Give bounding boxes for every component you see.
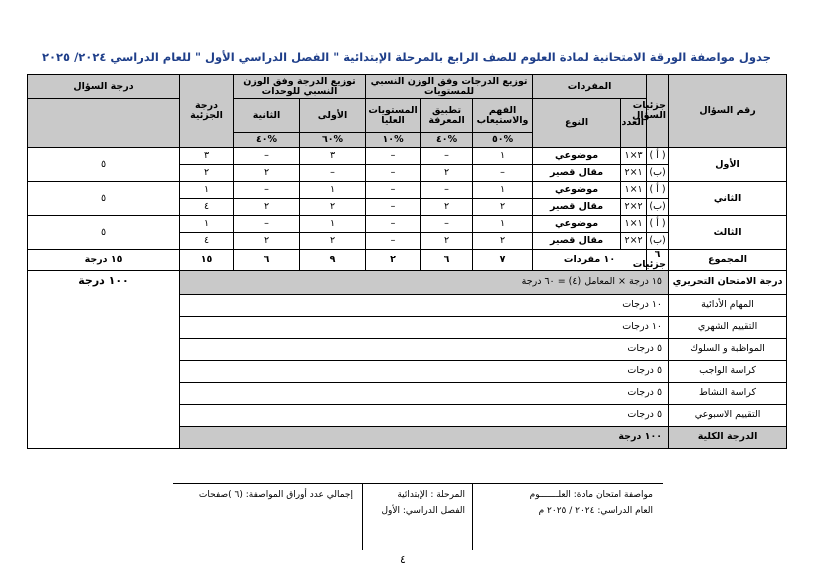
higher-value: – [366, 165, 421, 182]
header-question-grade: درجة السؤال [28, 75, 180, 99]
question-name: الثالث [669, 216, 787, 250]
part-type: موضوعي [533, 216, 621, 233]
part-label: ( أ ) [647, 148, 669, 165]
header-levels: توزيع الدرجات وفق الوزن النسبي للمستويات [366, 75, 533, 99]
part-type: مقال قصير [533, 165, 621, 182]
part-grade: ٣ [180, 148, 234, 165]
header-count: العدد [621, 99, 647, 148]
grand-total-label: الدرجة الكلية [669, 426, 787, 448]
unit1-value: ٢ [300, 233, 366, 250]
assessment-label: التقييم الشهري [669, 316, 787, 338]
assessment-value: ١٠ درجات [180, 316, 669, 338]
unit1-value: ٣ [300, 148, 366, 165]
unit2-value: – [234, 182, 300, 199]
assessment-label: التقييم الاسبوعي [669, 404, 787, 426]
header-question-number: رقم السؤال [669, 75, 787, 148]
unit2-value: ٢ [234, 199, 300, 216]
table-row [28, 216, 787, 233]
understanding-value: ٢ [473, 199, 533, 216]
total-row [28, 250, 787, 271]
part-type: موضوعي [533, 148, 621, 165]
understanding-value: ٢ [473, 233, 533, 250]
higher-value: – [366, 182, 421, 199]
part-type: مقال قصير [533, 199, 621, 216]
application-value: ٢ [421, 199, 473, 216]
understanding-value: – [473, 165, 533, 182]
document-footer [173, 483, 663, 550]
part-label: ( أ ) [647, 216, 669, 233]
grand-total-value: ١٠٠ درجة [180, 426, 669, 448]
unit1-value: ٢ [300, 199, 366, 216]
part-type: موضوعي [533, 182, 621, 199]
assessment-value: ١٠ درجات [180, 294, 669, 316]
pct-unit1: %٦٠ [300, 133, 366, 148]
higher-value: – [366, 216, 421, 233]
part-label: (ب) [647, 199, 669, 216]
unit1-value: ١ [300, 182, 366, 199]
part-count: ٢×٢ [621, 233, 647, 250]
header-unit2: الثانية [234, 99, 300, 133]
total-unit2: ٦ [234, 250, 300, 271]
application-value: – [421, 216, 473, 233]
assessment-value: ٥ درجات [180, 382, 669, 404]
written-exam-formula: ١٥ درجة × المعامل (٤) = ٦٠ درجة [180, 270, 669, 294]
unit2-value: – [234, 216, 300, 233]
total-higher: ٢ [366, 250, 421, 271]
footer-divider [472, 484, 473, 550]
assessment-value: ٥ درجات [180, 360, 669, 382]
question-name: الأول [669, 148, 787, 182]
header-unit1: الأولى [300, 99, 366, 133]
assessment-label: كراسة النشاط [669, 382, 787, 404]
higher-value: – [366, 199, 421, 216]
application-value: ٢ [421, 233, 473, 250]
exam-specification-table [27, 74, 787, 449]
part-count: ١×١ [621, 216, 647, 233]
assessment-label: المهام الأدائية [669, 294, 787, 316]
header-understanding: الفهم والاستيعاب [473, 99, 533, 133]
part-grade: ٢ [180, 165, 234, 182]
header-units: توزيع الدرجة وفق الوزن النسبي للوحدات [234, 75, 366, 99]
footer-stage: المرحلة : الإبتدائية [397, 490, 465, 500]
unit1-value: ١ [300, 216, 366, 233]
footer-term: الفصل الدراسي: الأول [381, 506, 465, 516]
part-count: ١×١ [621, 182, 647, 199]
question-grade: ٥ [28, 216, 180, 250]
understanding-value: ١ [473, 182, 533, 199]
part-type: مقال قصير [533, 233, 621, 250]
written-exam-row [28, 270, 787, 294]
assessment-label: المواظبة و السلوك [669, 338, 787, 360]
understanding-value: ١ [473, 216, 533, 233]
table-row [28, 182, 787, 199]
total-application: ٦ [421, 250, 473, 271]
total-question-grade: ١٥ درجة [28, 250, 180, 271]
part-count: ٣×١ [621, 148, 647, 165]
understanding-value: ١ [473, 148, 533, 165]
unit2-value: – [234, 148, 300, 165]
part-count: ٢×٢ [621, 199, 647, 216]
question-grade: ٥ [28, 182, 180, 216]
unit2-value: ٢ [234, 165, 300, 182]
header-application: تطبيق المعرفة [421, 99, 473, 133]
pct-understanding: %٥٠ [473, 133, 533, 148]
overall-grade: ١٠٠ درجة [28, 270, 180, 448]
header-question-parts: جزئيات السؤال [647, 75, 669, 148]
unit2-value: ٢ [234, 233, 300, 250]
application-value: – [421, 148, 473, 165]
part-grade: ١ [180, 216, 234, 233]
footer-spec: مواصفة امتحان مادة: العلـــــــوم [529, 490, 653, 500]
higher-value: – [366, 233, 421, 250]
footer-year: العام الدراسي: ٢٠٢٤ / ٢٠٢٥ م [538, 506, 653, 516]
header-part-grade: درجة الجزئية [180, 75, 234, 148]
higher-value: – [366, 148, 421, 165]
header-type: النوع [533, 99, 621, 148]
application-value: – [421, 182, 473, 199]
unit1-value: – [300, 165, 366, 182]
pct-unit2: %٤٠ [234, 133, 300, 148]
part-label: ( أ ) [647, 182, 669, 199]
total-parts: ٦ جزئيات [647, 250, 669, 271]
header-vocab: المفردات [533, 75, 647, 99]
footer-divider [362, 484, 363, 550]
part-label: (ب) [647, 165, 669, 182]
footer-pages: إجمالي عدد أوراق المواصفة: (٦ )صفحات [198, 490, 353, 500]
total-understanding: ٧ [473, 250, 533, 271]
total-label: المجموع [669, 250, 787, 271]
total-unit1: ٩ [300, 250, 366, 271]
assessment-value: ٥ درجات [180, 338, 669, 360]
part-grade: ٤ [180, 233, 234, 250]
page-number: ٤ [400, 553, 406, 566]
pct-higher: %١٠ [366, 133, 421, 148]
question-name: الثاني [669, 182, 787, 216]
table-row [28, 148, 787, 165]
total-vocab: ١٠ مفردات [533, 250, 647, 271]
part-grade: ٤ [180, 199, 234, 216]
header-higher: المستويات العليا [366, 99, 421, 133]
part-label: (ب) [647, 233, 669, 250]
pct-application: %٤٠ [421, 133, 473, 148]
total-part-grade: ١٥ [180, 250, 234, 271]
document-title: جدول مواصفة الورقة الامتحانية لمادة العلوم للصف الرابع بالمرحلة الإبتدائية " الفصل الدراسي الأول " للعام الدراسي ٢٠٢٤/ ٢٠٢٥ [41, 50, 771, 64]
assessment-value: ٥ درجات [180, 404, 669, 426]
written-exam-label: درجة الامتحان التحريري [669, 270, 787, 294]
part-grade: ١ [180, 182, 234, 199]
part-count: ١×٢ [621, 165, 647, 182]
question-grade: ٥ [28, 148, 180, 182]
assessment-label: كراسة الواجب [669, 360, 787, 382]
application-value: ٢ [421, 165, 473, 182]
